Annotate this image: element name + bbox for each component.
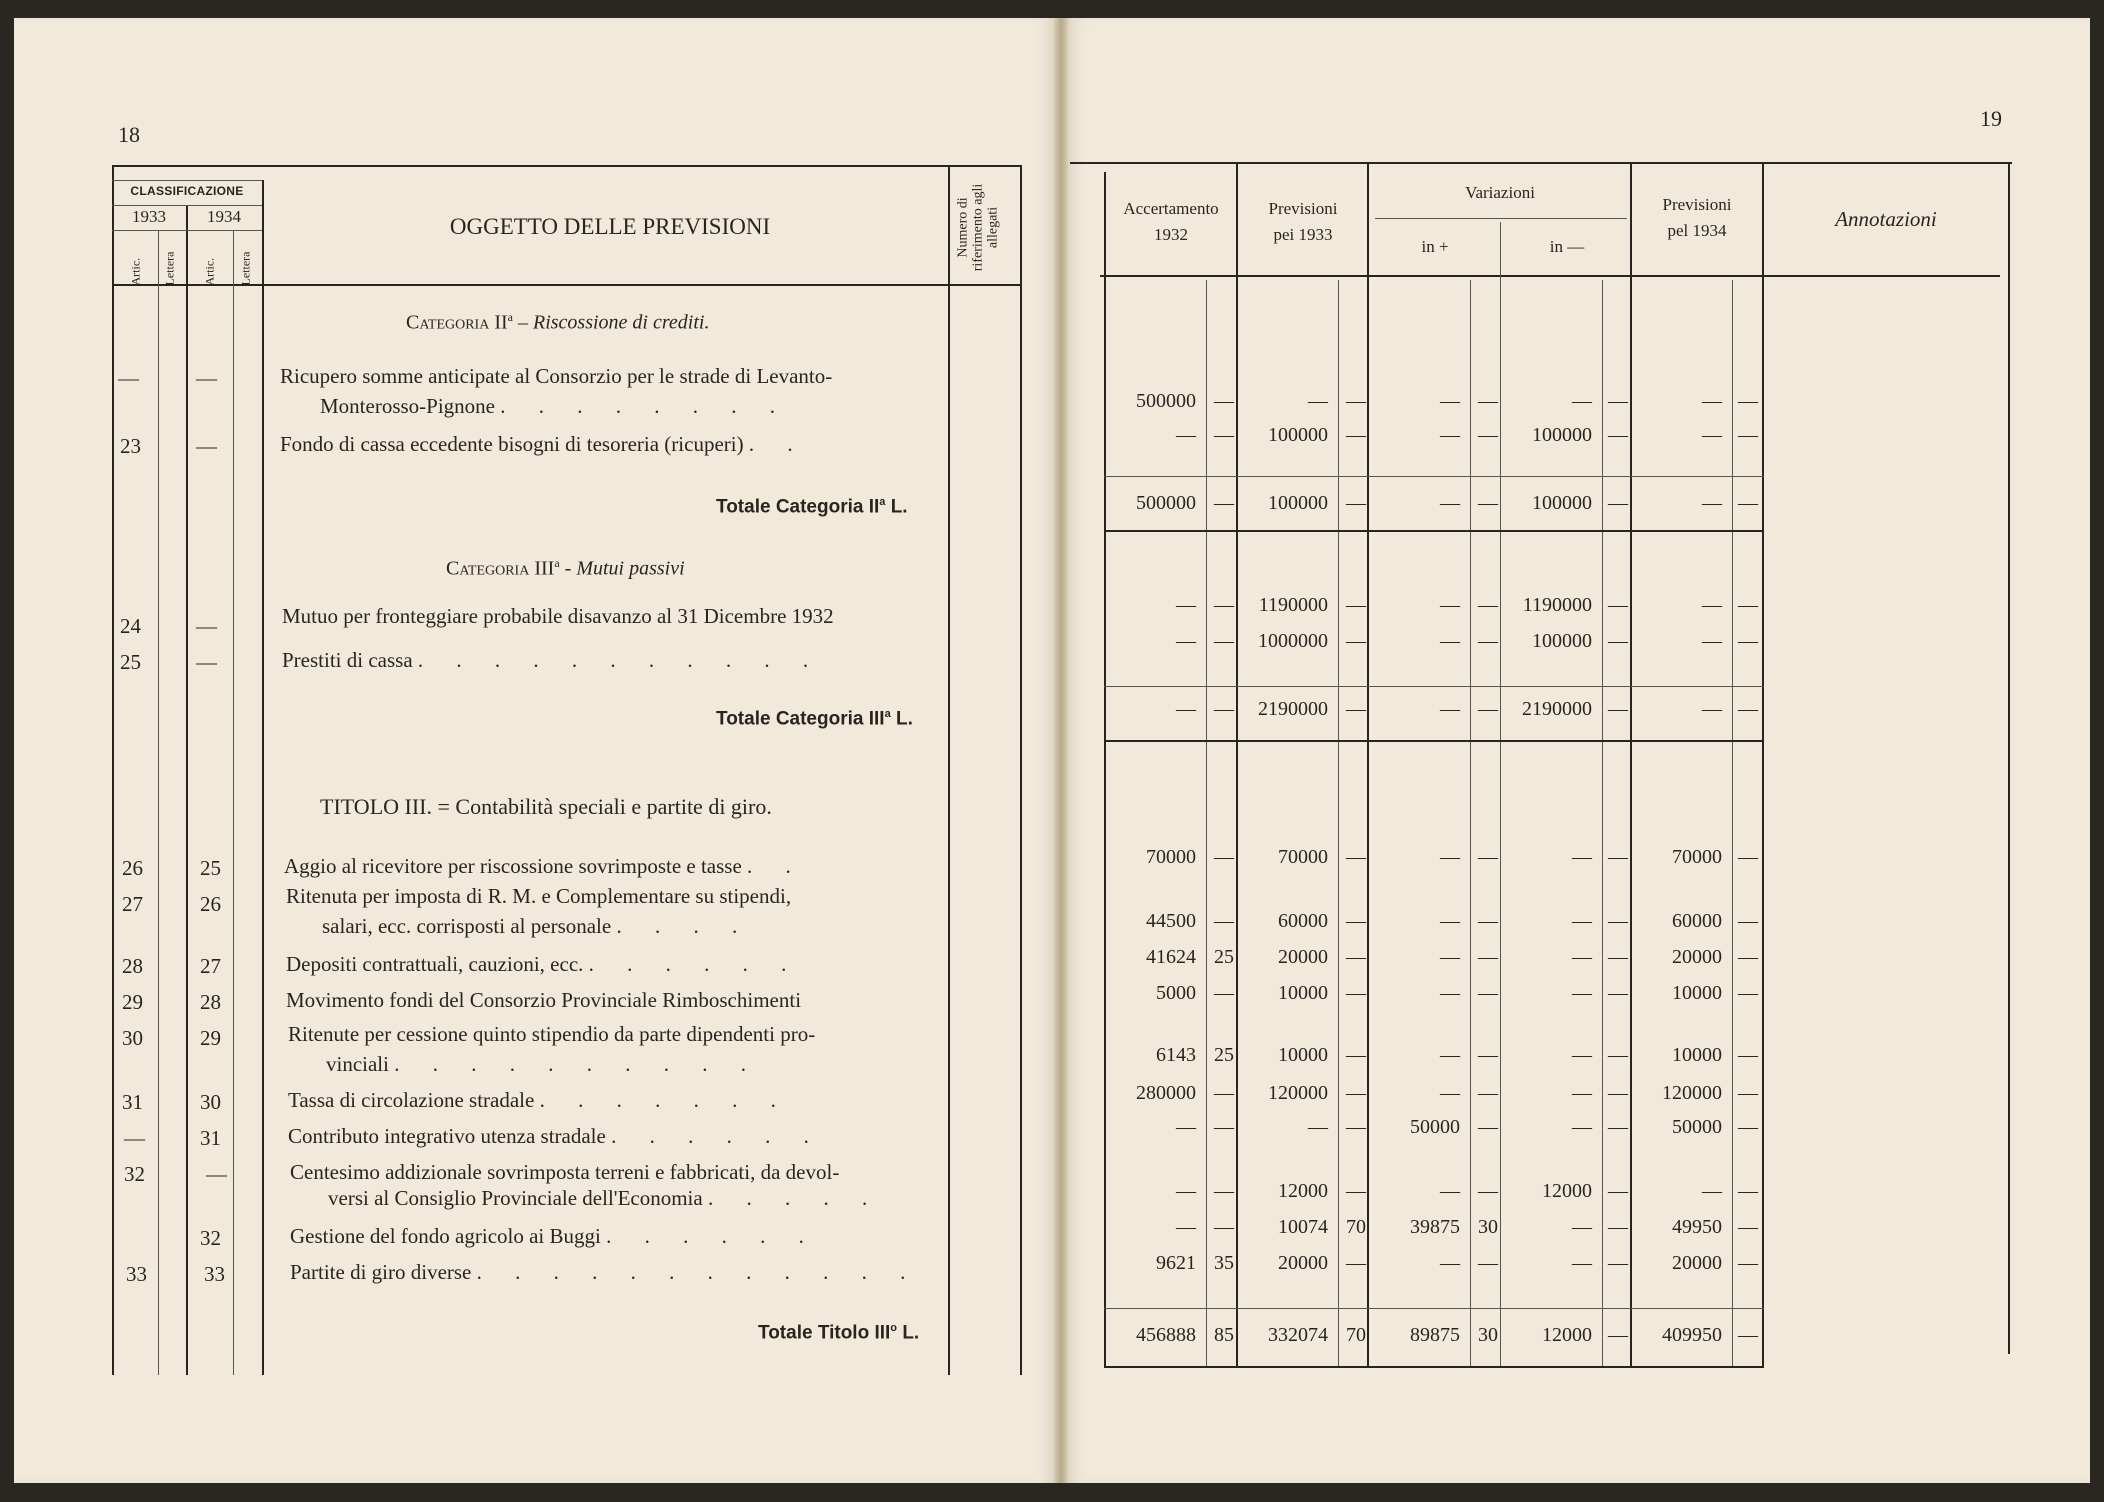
left-col-border bbox=[112, 165, 114, 1375]
lettera-1934-label: Lettera bbox=[238, 251, 253, 286]
figure-r1-c7: — bbox=[1608, 424, 1628, 446]
figure-r11-c9: — bbox=[1738, 1082, 1758, 1104]
figure-r14-c7: — bbox=[1608, 1216, 1628, 1238]
row-9-desc: Tassa di circolazione stradale . . . . . . . bbox=[288, 1088, 790, 1112]
figure-r12-c9: — bbox=[1738, 1116, 1758, 1138]
figure-r8-c9: — bbox=[1738, 946, 1758, 968]
figure-r14-c1: — bbox=[1214, 1216, 1234, 1238]
figure-r13-c9: — bbox=[1738, 1180, 1758, 1202]
total-cat2-suffix: L. bbox=[890, 496, 908, 518]
figure-r14-c3: 70 bbox=[1346, 1216, 1366, 1238]
variazioni-header: Variazioni bbox=[1465, 183, 1535, 202]
figure-r5-c0: — bbox=[1176, 698, 1196, 720]
previsioni-1934-year: pel 1934 bbox=[1667, 221, 1727, 240]
row-1-desc-text: Fondo di cassa eccedente bisogni di tesoreria (ricuperi) bbox=[280, 432, 744, 456]
categoria-3-heading: Categoria III$^a$ - Mutui passivi bbox=[446, 556, 685, 580]
figure-r0-c3: — bbox=[1346, 390, 1366, 412]
row-10-art34: 31 bbox=[200, 1126, 221, 1150]
figure-r4-c2: 1000000 bbox=[1258, 630, 1328, 652]
figure-r7-c6: — bbox=[1572, 910, 1592, 932]
figure-r13-c8: — bbox=[1702, 1180, 1722, 1202]
total-rule-cat3 bbox=[1104, 740, 1764, 742]
numero-riferimento-header: Numero di riferimento agli allegati bbox=[955, 183, 1001, 272]
figure-r8-c3: — bbox=[1346, 946, 1366, 968]
figure-r0-c5: — bbox=[1478, 390, 1498, 412]
figure-r3-c8: — bbox=[1702, 594, 1722, 616]
variazioni-sub-line bbox=[1375, 218, 1627, 219]
figure-r6-c2: 70000 bbox=[1278, 846, 1328, 868]
row-2-art34: — bbox=[196, 614, 217, 638]
figure-r7-c8: 60000 bbox=[1672, 910, 1722, 932]
categoria-2-sup: a bbox=[507, 310, 513, 324]
figure-r12-c7: — bbox=[1608, 1116, 1628, 1138]
total-rule-titolo3 bbox=[1104, 1366, 1764, 1368]
row-0-art33: — bbox=[118, 366, 139, 390]
figure-r7-c9: — bbox=[1738, 910, 1758, 932]
row-7-art33: 29 bbox=[122, 990, 143, 1014]
subtotal-line-cat2 bbox=[1104, 476, 1764, 477]
lettera-1933-label: Lettera bbox=[162, 251, 177, 286]
figure-r9-c8: 10000 bbox=[1672, 982, 1722, 1004]
figure-r6-c5: — bbox=[1478, 846, 1498, 868]
total-titolo3-label: Totale Titolo III$^o$ L. bbox=[758, 1322, 920, 1344]
figure-r7-c7: — bbox=[1608, 910, 1628, 932]
figure-r9-c9: — bbox=[1738, 982, 1758, 1004]
col-oggetto-border bbox=[262, 180, 264, 1375]
figure-r10-c6: — bbox=[1572, 1044, 1592, 1066]
row-0-desc: Ricupero somme anticipate al Consorzio per le strade di Levanto- bbox=[280, 364, 833, 388]
figure-r13-c0: — bbox=[1176, 1180, 1196, 1202]
figure-r5-c4: — bbox=[1440, 698, 1460, 720]
figure-r9-c2: 10000 bbox=[1278, 982, 1328, 1004]
figure-r5-c9: — bbox=[1738, 698, 1758, 720]
previsioni-1933-year: pei 1933 bbox=[1273, 225, 1333, 244]
figure-r14-c5: 30 bbox=[1478, 1216, 1498, 1238]
total-cat3-text: Totale Categoria III bbox=[716, 708, 885, 730]
figure-r16-c8: 409950 bbox=[1662, 1324, 1722, 1346]
figure-r13-c6: 12000 bbox=[1542, 1180, 1592, 1202]
row-7-desc: Movimento fondi del Consorzio Provinciale Rimboschimenti bbox=[286, 988, 802, 1012]
row-13-desc-text: Partite di giro diverse bbox=[290, 1260, 472, 1284]
figure-r4-c9: — bbox=[1738, 630, 1758, 652]
left-page-number: 18 bbox=[118, 122, 140, 147]
row-10-desc: Contributo integrativo utenza stradale . . . . . . bbox=[288, 1124, 823, 1148]
artic-1933-label: Artic. bbox=[128, 257, 143, 286]
row-5-art34: 26 bbox=[200, 892, 221, 916]
row-5-desc-l2: salari, ecc. corrisposti al personale bbox=[322, 914, 612, 938]
annotazioni-header: Annotazioni bbox=[1835, 207, 1937, 231]
categoria-2-prefix: Categoria II bbox=[406, 311, 508, 334]
figure-r5-c1: — bbox=[1214, 698, 1234, 720]
figure-r1-c3: — bbox=[1346, 424, 1366, 446]
total-cat2-text: Totale Categoria II bbox=[716, 496, 880, 518]
previsioni-1934-header bbox=[1632, 192, 1762, 244]
figure-r15-c0: 9621 bbox=[1156, 1252, 1196, 1274]
figure-r0-c9: — bbox=[1738, 390, 1758, 412]
figure-r4-c4: — bbox=[1440, 630, 1460, 652]
figure-r5-c6: 2190000 bbox=[1522, 698, 1592, 720]
book-gutter bbox=[1054, 18, 1068, 1483]
accertamento-label: Accertamento bbox=[1123, 199, 1219, 218]
row-8-art34: 29 bbox=[200, 1026, 221, 1050]
row-12-desc: Gestione del fondo agricolo ai Buggi . . . . . . bbox=[290, 1224, 818, 1248]
figure-r7-c5: — bbox=[1478, 910, 1498, 932]
right-top-rule bbox=[1070, 162, 2012, 164]
figure-r8-c8: 20000 bbox=[1672, 946, 1722, 968]
figure-r8-c1: 25 bbox=[1214, 946, 1234, 968]
figure-r15-c3: — bbox=[1346, 1252, 1366, 1274]
figure-r9-c3: — bbox=[1346, 982, 1366, 1004]
figure-r16-c5: 30 bbox=[1478, 1324, 1498, 1346]
figure-r2-c5: — bbox=[1478, 492, 1498, 514]
figure-r11-c3: — bbox=[1346, 1082, 1366, 1104]
figure-r3-c5: — bbox=[1478, 594, 1498, 616]
row-12-desc-text: Gestione del fondo agricolo ai Buggi bbox=[290, 1224, 601, 1248]
row-12-art34: 32 bbox=[200, 1226, 221, 1250]
row-6-desc: Depositi contrattuali, cauzioni, ecc. . . . . . . bbox=[286, 952, 801, 976]
row-10-desc-text: Contributo integrativo utenza stradale bbox=[288, 1124, 606, 1148]
col-lettera34-border bbox=[233, 230, 234, 1375]
row-9-art34: 30 bbox=[200, 1090, 221, 1114]
row-6-desc-text: Depositi contrattuali, cauzioni, ecc. bbox=[286, 952, 584, 976]
figure-r4-c0: — bbox=[1176, 630, 1196, 652]
row-11-art34: — bbox=[206, 1162, 227, 1186]
figure-r12-c3: — bbox=[1346, 1116, 1366, 1138]
figure-r10-c3: — bbox=[1346, 1044, 1366, 1066]
row-13-desc: Partite di giro diverse . . . . . . . . . . . . bbox=[290, 1260, 920, 1284]
figure-r8-c7: — bbox=[1608, 946, 1628, 968]
figure-r6-c4: — bbox=[1440, 846, 1460, 868]
figure-r6-c0: 70000 bbox=[1146, 846, 1196, 868]
figure-r4-c5: — bbox=[1478, 630, 1498, 652]
row-8-art33: 30 bbox=[122, 1026, 143, 1050]
figure-r5-c3: — bbox=[1346, 698, 1366, 720]
artic-1934-label: Artic. bbox=[202, 257, 217, 286]
figure-r3-c0: — bbox=[1176, 594, 1196, 616]
figure-r15-c5: — bbox=[1478, 1252, 1498, 1274]
r-col-annot-border bbox=[1762, 164, 1764, 1367]
figure-r4-c3: — bbox=[1346, 630, 1366, 652]
figure-r12-c8: 50000 bbox=[1672, 1116, 1722, 1138]
accertamento-header bbox=[1106, 196, 1236, 248]
figure-r2-c3: — bbox=[1346, 492, 1366, 514]
figure-r14-c4: 39875 bbox=[1410, 1216, 1460, 1238]
figure-r15-c2: 20000 bbox=[1278, 1252, 1328, 1274]
row-8-desc-l2: vinciali bbox=[326, 1052, 389, 1076]
figure-r11-c7: — bbox=[1608, 1082, 1628, 1104]
row-8-desc: Ritenute per cessione quinto stipendio da parte dipendenti pro- bbox=[288, 1022, 816, 1046]
figure-r2-c8: — bbox=[1702, 492, 1722, 514]
right-header-bottom-rule bbox=[1100, 275, 2000, 277]
figure-r0-c4: — bbox=[1440, 390, 1460, 412]
categoria-3-prefix: Categoria III bbox=[446, 557, 555, 580]
categoria-2-title: Riscossione di crediti. bbox=[532, 311, 710, 334]
figure-r15-c9: — bbox=[1738, 1252, 1758, 1274]
figure-r16-c7: — bbox=[1608, 1324, 1628, 1346]
row-13-art33: 33 bbox=[126, 1262, 147, 1286]
figure-r6-c9: — bbox=[1738, 846, 1758, 868]
figure-r11-c5: — bbox=[1478, 1082, 1498, 1104]
row-3-desc: Prestiti di cassa . . . . . . . . . . . bbox=[282, 648, 823, 672]
figure-r6-c1: — bbox=[1214, 846, 1234, 868]
row-7-art34: 28 bbox=[200, 990, 221, 1014]
figure-r13-c4: — bbox=[1440, 1180, 1460, 1202]
figure-r14-c6: — bbox=[1572, 1216, 1592, 1238]
figure-r0-c2: — bbox=[1308, 390, 1328, 412]
total-titolo3-text: Totale Titolo III bbox=[758, 1322, 891, 1344]
row-4-desc-text: Aggio al ricevitore per riscossione sovrimposte e tasse bbox=[284, 854, 742, 878]
row-11-desc: Centesimo addizionale sovrimposta terreni e fabbricati, da devol- bbox=[290, 1160, 840, 1184]
figure-r1-c1: — bbox=[1214, 424, 1234, 446]
previsioni-1934-label: Previsioni bbox=[1662, 195, 1732, 214]
row-2-art33: 24 bbox=[120, 614, 141, 638]
figure-r11-c4: — bbox=[1440, 1082, 1460, 1104]
figure-r11-c2: 120000 bbox=[1268, 1082, 1328, 1104]
figure-r12-c4: 50000 bbox=[1410, 1116, 1460, 1138]
row-9-desc-text: Tassa di circolazione stradale bbox=[288, 1088, 535, 1112]
figure-r5-c5: — bbox=[1478, 698, 1498, 720]
row-4-desc: Aggio al ricevitore per riscossione sovrimposte e tasse . . bbox=[284, 854, 805, 878]
figure-r0-c8: — bbox=[1702, 390, 1722, 412]
row-13-art34: 33 bbox=[204, 1262, 225, 1286]
figure-r8-c4: — bbox=[1440, 946, 1460, 968]
figure-r12-c6: — bbox=[1572, 1116, 1592, 1138]
figure-r3-c2: 1190000 bbox=[1258, 594, 1328, 616]
figure-r2-c2: 100000 bbox=[1268, 492, 1328, 514]
figure-r0-c6: — bbox=[1572, 390, 1592, 412]
figure-r2-c1: — bbox=[1214, 492, 1234, 514]
figure-r11-c0: 280000 bbox=[1136, 1082, 1196, 1104]
figure-r15-c6: — bbox=[1572, 1252, 1592, 1274]
row-11-desc-l2: versi al Consiglio Provinciale dell'Economia bbox=[328, 1186, 703, 1210]
figure-r7-c0: 44500 bbox=[1146, 910, 1196, 932]
figure-r1-c2: 100000 bbox=[1268, 424, 1328, 446]
figure-r10-c4: — bbox=[1440, 1044, 1460, 1066]
figure-r7-c1: — bbox=[1214, 910, 1234, 932]
year-1933-label: 1933 bbox=[132, 207, 166, 226]
figure-r5-c7: — bbox=[1608, 698, 1628, 720]
classificazione-label: CLASSIFICAZIONE bbox=[130, 184, 244, 198]
figure-r13-c1: — bbox=[1214, 1180, 1234, 1202]
col-lettera33-border bbox=[158, 230, 159, 1375]
figure-r15-c4: — bbox=[1440, 1252, 1460, 1274]
row-3-art33: 25 bbox=[120, 650, 141, 674]
total-cat3-suffix: L. bbox=[895, 708, 913, 730]
figure-r7-c2: 60000 bbox=[1278, 910, 1328, 932]
figure-r10-c7: — bbox=[1608, 1044, 1628, 1066]
figure-r10-c2: 10000 bbox=[1278, 1044, 1328, 1066]
figure-r14-c9: — bbox=[1738, 1216, 1758, 1238]
figure-r5-c8: — bbox=[1702, 698, 1722, 720]
figure-r1-c4: — bbox=[1440, 424, 1460, 446]
figure-r4-c7: — bbox=[1608, 630, 1628, 652]
figure-r12-c2: — bbox=[1308, 1116, 1328, 1138]
figure-r4-c8: — bbox=[1702, 630, 1722, 652]
figure-r6-c3: — bbox=[1346, 846, 1366, 868]
subtotal-line-titolo3 bbox=[1104, 1308, 1764, 1309]
row-1-art34: — bbox=[196, 434, 217, 458]
row-5-desc-cont: salari, ecc. corrisposti al personale . . . . bbox=[322, 914, 752, 938]
figure-r3-c3: — bbox=[1346, 594, 1366, 616]
figure-r3-c9: — bbox=[1738, 594, 1758, 616]
figure-r11-c8: 120000 bbox=[1662, 1082, 1722, 1104]
figure-r9-c6: — bbox=[1572, 982, 1592, 1004]
row-0-desc-l2: Monterosso-Pignone bbox=[320, 394, 495, 418]
figure-r6-c8: 70000 bbox=[1672, 846, 1722, 868]
figure-r14-c0: — bbox=[1176, 1216, 1196, 1238]
figure-r16-c3: 70 bbox=[1346, 1324, 1366, 1346]
figure-r13-c3: — bbox=[1346, 1180, 1366, 1202]
accertamento-year: 1932 bbox=[1154, 225, 1188, 244]
right-page-number: 19 bbox=[1980, 106, 2002, 131]
row-0-art34: — bbox=[196, 366, 217, 390]
figure-r16-c4: 89875 bbox=[1410, 1324, 1460, 1346]
categoria-3-title: Mutui passivi bbox=[576, 557, 685, 580]
right-col-border bbox=[1020, 165, 1022, 1375]
left-top-rule bbox=[112, 165, 1022, 167]
figure-r1-c0: — bbox=[1176, 424, 1196, 446]
total-cat2-label: Totale Categoria $II^a$ L. bbox=[716, 496, 908, 518]
figure-r13-c5: — bbox=[1478, 1180, 1498, 1202]
row-11-desc-cont: versi al Consiglio Provinciale dell'Economia . . . . . bbox=[328, 1186, 882, 1210]
figure-r16-c9: — bbox=[1738, 1324, 1758, 1346]
figure-r4-c6: 100000 bbox=[1532, 630, 1592, 652]
figure-r3-c6: 1190000 bbox=[1522, 594, 1592, 616]
row-4-art34: 25 bbox=[200, 856, 221, 880]
figure-r2-c9: — bbox=[1738, 492, 1758, 514]
figure-r10-c0: 6143 bbox=[1156, 1044, 1196, 1066]
variazioni-in-plus: in + bbox=[1421, 237, 1449, 256]
figure-r0-c1: — bbox=[1214, 390, 1234, 412]
figure-r14-c8: 49950 bbox=[1672, 1216, 1722, 1238]
row-5-art33: 27 bbox=[122, 892, 143, 916]
figure-r4-c1: — bbox=[1214, 630, 1234, 652]
categoria-2-heading: Categoria $II^a$ – Riscossione di crediti. bbox=[406, 310, 710, 334]
total-cat3-label: Totale Categoria III$^a$ L. bbox=[716, 708, 913, 730]
figure-r8-c2: 20000 bbox=[1278, 946, 1328, 968]
figure-r3-c4: — bbox=[1440, 594, 1460, 616]
row-4-art33: 26 bbox=[122, 856, 143, 880]
figure-r14-c2: 10074 bbox=[1278, 1216, 1328, 1238]
row-6-art33: 28 bbox=[122, 954, 143, 978]
titolo-3-heading: TITOLO III. = Contabilità speciali e partite di giro. bbox=[320, 794, 772, 819]
figure-r2-c4: — bbox=[1440, 492, 1460, 514]
figure-r15-c1: 35 bbox=[1214, 1252, 1234, 1274]
r-col-right-border bbox=[2008, 164, 2010, 1354]
figure-r9-c5: — bbox=[1478, 982, 1498, 1004]
col-numero-border bbox=[948, 165, 950, 1375]
figure-r1-c9: — bbox=[1738, 424, 1758, 446]
figure-r2-c0: 500000 bbox=[1136, 492, 1196, 514]
total-titolo3-suffix: L. bbox=[902, 1322, 920, 1344]
row-6-art34: 27 bbox=[200, 954, 221, 978]
figure-r3-c7: — bbox=[1608, 594, 1628, 616]
figure-r10-c1: 25 bbox=[1214, 1044, 1234, 1066]
figure-r1-c8: — bbox=[1702, 424, 1722, 446]
figure-r9-c0: 5000 bbox=[1156, 982, 1196, 1004]
figure-r1-c6: 100000 bbox=[1532, 424, 1592, 446]
figure-r9-c7: — bbox=[1608, 982, 1628, 1004]
figure-r2-c6: 100000 bbox=[1532, 492, 1592, 514]
figure-r7-c3: — bbox=[1346, 910, 1366, 932]
row-10-art33: — bbox=[124, 1126, 145, 1150]
figure-r0-c7: — bbox=[1608, 390, 1628, 412]
figure-r16-c2: 332074 bbox=[1268, 1324, 1328, 1346]
figure-r8-c5: — bbox=[1478, 946, 1498, 968]
categoria-3-sup: a bbox=[554, 556, 560, 570]
row-8-desc-cont: vinciali . . . . . . . . . . bbox=[326, 1052, 760, 1076]
previsioni-1933-header bbox=[1238, 196, 1368, 248]
figure-r16-c0: 456888 bbox=[1136, 1324, 1196, 1346]
row-3-art34: — bbox=[196, 650, 217, 674]
figure-r13-c7: — bbox=[1608, 1180, 1628, 1202]
figure-r10-c8: 10000 bbox=[1672, 1044, 1722, 1066]
figure-r10-c9: — bbox=[1738, 1044, 1758, 1066]
previsioni-1933-label: Previsioni bbox=[1268, 199, 1338, 218]
figure-r10-c5: — bbox=[1478, 1044, 1498, 1066]
figure-r7-c4: — bbox=[1440, 910, 1460, 932]
year-1934-label: 1934 bbox=[207, 207, 241, 226]
figure-r12-c1: — bbox=[1214, 1116, 1234, 1138]
row-2-desc: Mutuo per fronteggiare probabile disavanzo al 31 Dicembre 1932 bbox=[282, 604, 834, 628]
figure-r15-c7: — bbox=[1608, 1252, 1628, 1274]
row-1-desc: Fondo di cassa eccedente bisogni di tesoreria (ricuperi) . . bbox=[280, 432, 807, 456]
variazioni-in-minus: in — bbox=[1549, 237, 1585, 256]
figure-r5-c2: 2190000 bbox=[1258, 698, 1328, 720]
oggetto-header: OGGETTO DELLE PREVISIONI bbox=[449, 214, 771, 239]
figure-r11-c6: — bbox=[1572, 1082, 1592, 1104]
row-0-desc-cont: Monterosso-Pignone . . . . . . . . bbox=[320, 394, 789, 418]
figure-r1-c5: — bbox=[1478, 424, 1498, 446]
figure-r6-c6: — bbox=[1572, 846, 1592, 868]
figure-r9-c1: — bbox=[1214, 982, 1234, 1004]
figure-r16-c6: 12000 bbox=[1542, 1324, 1592, 1346]
row-1-art33: 23 bbox=[120, 434, 141, 458]
figure-r0-c0: 500000 bbox=[1136, 390, 1196, 412]
total-rule-cat2 bbox=[1104, 530, 1764, 532]
figure-r3-c1: — bbox=[1214, 594, 1234, 616]
figure-r9-c4: — bbox=[1440, 982, 1460, 1004]
col-1934-border bbox=[186, 205, 188, 1375]
figure-r16-c1: 85 bbox=[1214, 1324, 1234, 1346]
figure-r12-c0: — bbox=[1176, 1116, 1196, 1138]
row-5-desc: Ritenuta per imposta di R. M. e Complementare su stipendi, bbox=[286, 884, 792, 908]
figure-r8-c0: 41624 bbox=[1146, 946, 1196, 968]
figure-r2-c7: — bbox=[1608, 492, 1628, 514]
row-3-desc-text: Prestiti di cassa bbox=[282, 648, 413, 672]
figure-r8-c6: — bbox=[1572, 946, 1592, 968]
figure-r15-c8: 20000 bbox=[1672, 1252, 1722, 1274]
row-11-art33: 32 bbox=[124, 1162, 145, 1186]
subtotal-line-cat3 bbox=[1104, 686, 1764, 687]
figure-r13-c2: 12000 bbox=[1278, 1180, 1328, 1202]
figure-r12-c5: — bbox=[1478, 1116, 1498, 1138]
figure-r11-c1: — bbox=[1214, 1082, 1234, 1104]
row-9-art33: 31 bbox=[122, 1090, 143, 1114]
figure-r6-c7: — bbox=[1608, 846, 1628, 868]
